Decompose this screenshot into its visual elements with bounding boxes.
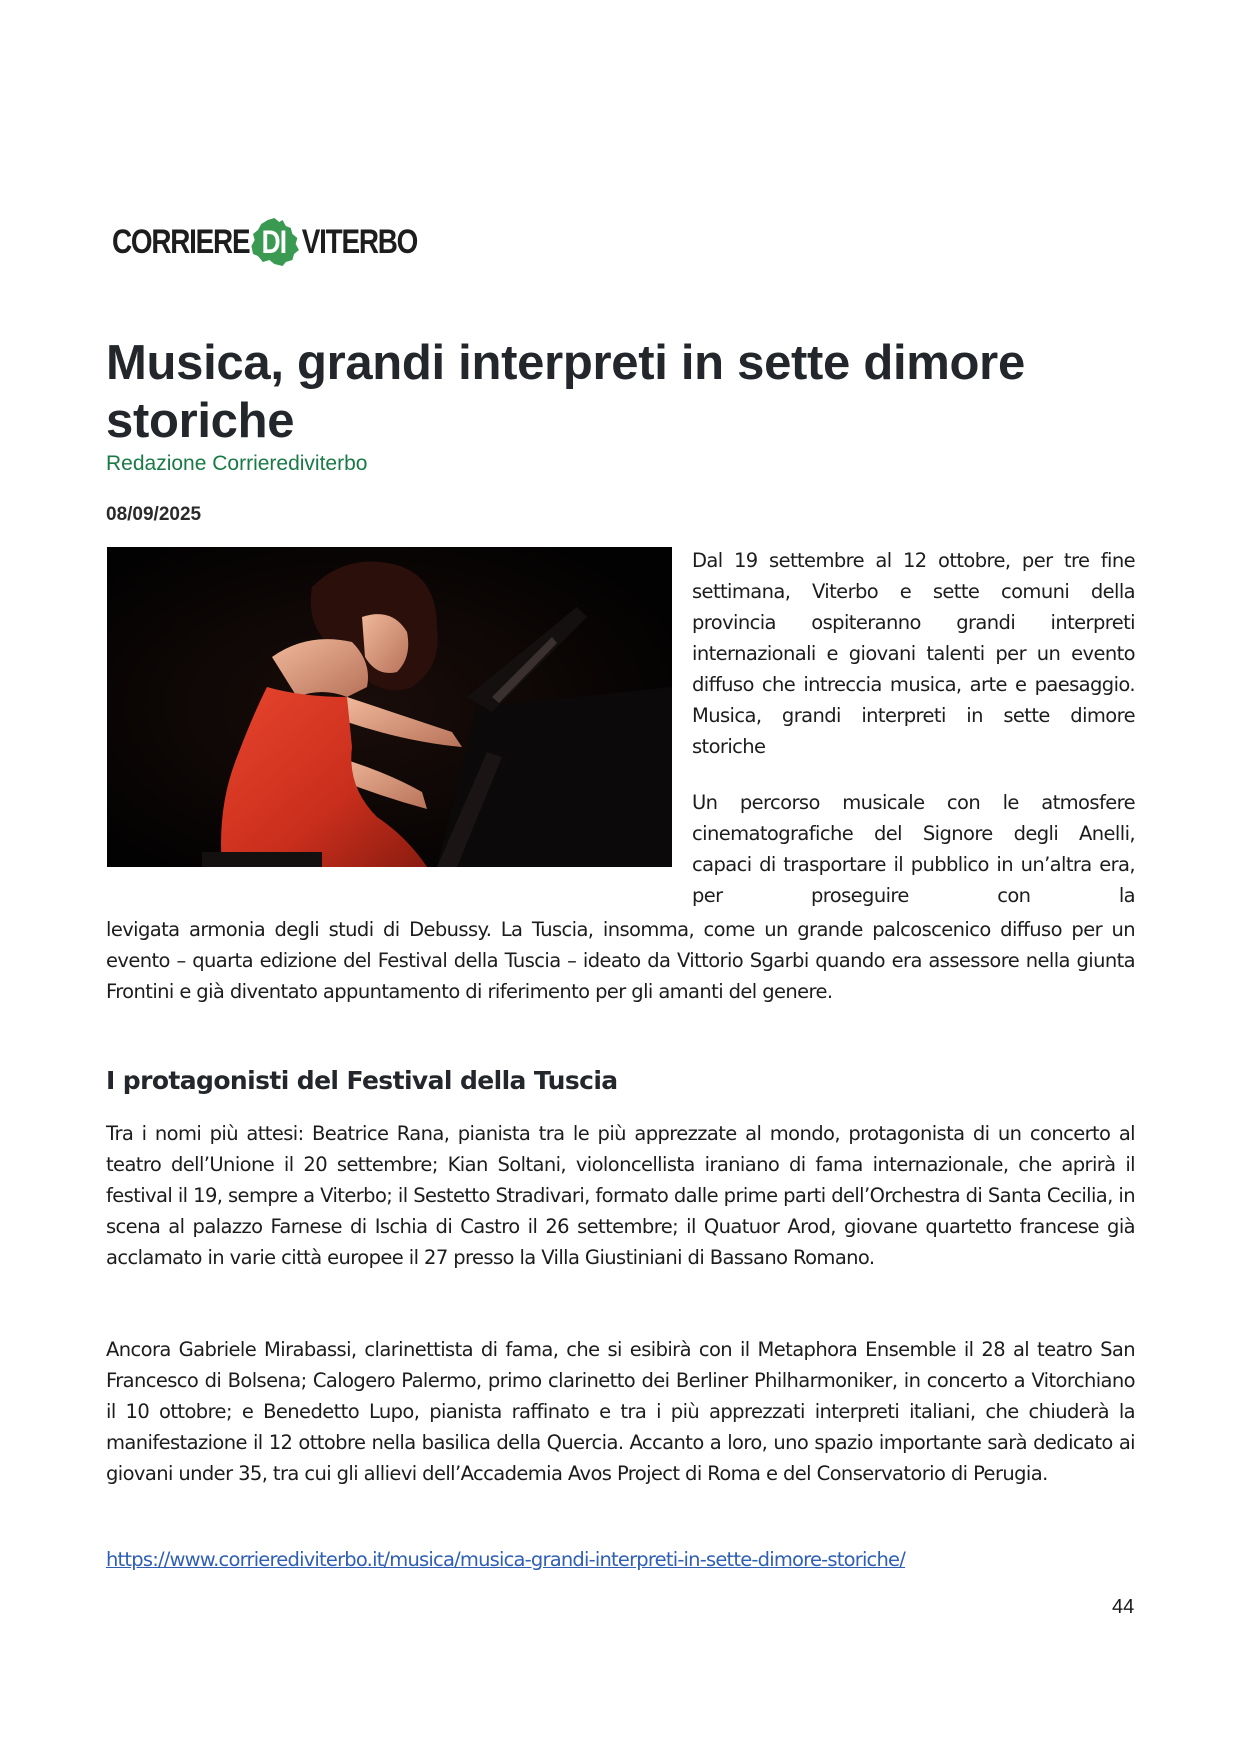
- section-heading: I protagonisti del Festival della Tuscia: [106, 1066, 618, 1095]
- paragraph-protagonists-1: Tra i nomi più attesi: Beatrice Rana, pianista tra le più apprezzate al mondo, protagonista di un concerto al teatro dell’Unione il 20 settembre; Kian Soltani, violoncellista iraniano di fama internazionale, che aprirà il festival il 19, sempre a Viterbo; il Sestetto Stradivari, formato dalle prime parti dell’Orchestra di Santa Cecilia, in scena al palazzo Farnese di Ischia di Castro il 26 settembre; il Quatuor Arod, giovane quartetto francese già acclamato in varie città europee il 27 presso la Villa Giustiniani di Bassano Romano.: [106, 1122, 1135, 1269]
- article-photo: [107, 547, 672, 867]
- paragraph-protagonists-2: Ancora Gabriele Mirabassi, clarinettista di fama, che si esibirà con il Metaphora Ensemble il 28 al teatro San Francesco di Bolsena; Calogero Palermo, primo clarinetto dei Berliner Philharmoniker, in concerto a Vitorchiano il 10 ottobre; e Benedetto Lupo, pianista raffinato e tra i più apprezzati interpreti italiani, che chiuderà la manifestazione il 12 ottobre nella basilica della Quercia. Accanto a loro, uno spazio importante sarà dedicato ai giovani under 35, tra cui gli allievi dell’Accademia Avos Project di Roma e del Conservatorio di Perugia.: [106, 1338, 1135, 1485]
- paragraph-second-continuation: levigata armonia degli studi di Debussy. La Tuscia, insomma, come un grande palcoscenico diffuso per un evento – quarta edizione del Festival della Tuscia – ideato da Vittorio Sgarbi quando era assessore nella giunta Frontini e già diventato appuntamento di riferimento per gli amanti del genere.: [106, 918, 1135, 1003]
- source-link[interactable]: https://www.corrierediviterbo.it/musica/musica-grandi-interpreti-in-sette-dimore-storiche/: [106, 1548, 906, 1571]
- page-number: 44: [1112, 1596, 1135, 1618]
- paragraph-intro: Dal 19 settembre al 12 ottobre, per tre fine settimana, Viterbo e sette comuni della provincia ospiteranno grandi interpreti internazionali e giovani talenti per un evento diffuso che intreccia musica, arte e paesaggio. Musica, grandi interpreti in sette dimore storiche: [692, 549, 1135, 758]
- logo-text-right: VITERBO: [301, 222, 418, 261]
- viterbo-province-map-icon: [250, 218, 301, 266]
- logo-text-middle: DI: [261, 224, 287, 260]
- intro-column: [692, 545, 1135, 911]
- paragraph-second-start: Un percorso musicale con le atmosfere cinematografiche del Signore degli Anelli, capaci di trasportare il pubblico in un’altra era, per proseguire con la: [692, 791, 1135, 907]
- article-date: 08/09/2025: [106, 504, 202, 525]
- logo-text-left: CORRIERE: [112, 222, 250, 261]
- article-author: Redazione Corrierediviterbo: [106, 452, 368, 475]
- publication-logo: [112, 218, 417, 266]
- article-title: Musica, grandi interpreti in sette dimore storiche: [106, 336, 1025, 448]
